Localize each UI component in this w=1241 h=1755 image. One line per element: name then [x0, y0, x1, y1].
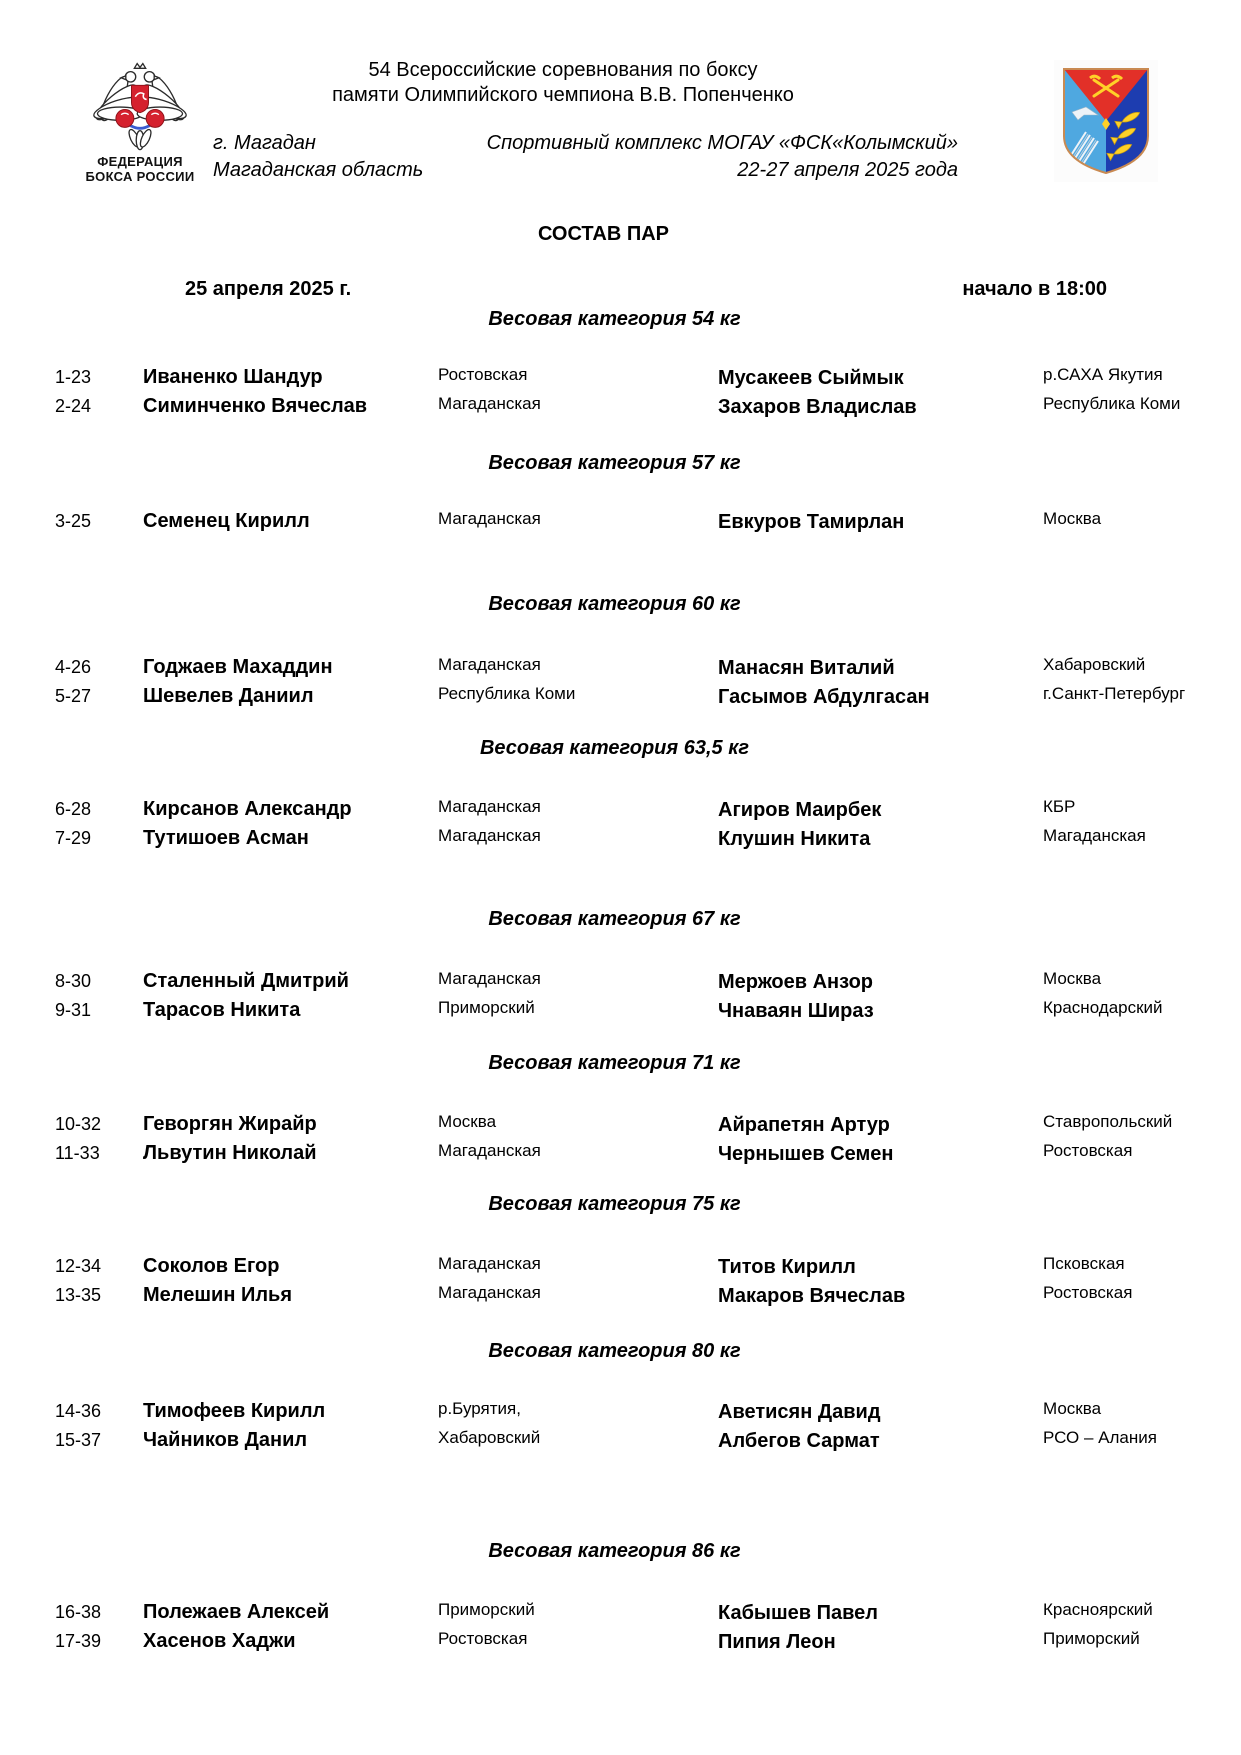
- red-corner-region: Хабаровский: [438, 1428, 541, 1447]
- city: г. Магадан: [213, 132, 316, 154]
- pair-rows: [0, 507, 1241, 536]
- sections: [0, 308, 1241, 1656]
- pair-number: 2-24: [55, 396, 92, 416]
- weight-category-heading: Весовая категория 75 кг: [488, 1193, 741, 1215]
- pair-rows: [0, 1397, 1241, 1455]
- blue-corner-name: Чернышев Семен: [718, 1143, 894, 1165]
- blue-corner-name: Мержоев Анзор: [718, 971, 874, 993]
- blue-corner-name: Манасян Виталий: [718, 657, 895, 679]
- pair-rows: [0, 363, 1241, 421]
- document-header: [0, 0, 1241, 200]
- weight-category-heading: Весовая категория 63,5 кг: [479, 737, 750, 759]
- pair-number: 1-23: [55, 367, 92, 387]
- red-corner-region: Магаданская: [438, 394, 541, 413]
- blue-corner-name: Евкуров Тамирлан: [718, 511, 905, 533]
- red-corner-region: Магаданская: [438, 826, 541, 845]
- pair-number: 10-32: [55, 1114, 102, 1134]
- boxing-federation-eagle-logo: [88, 60, 192, 156]
- red-corner-region: Ростовская: [438, 1629, 528, 1648]
- red-corner-region: Москва: [438, 1112, 497, 1131]
- event-dates: 22-27 апреля 2025 года: [737, 159, 958, 181]
- blue-corner-name: Пипия Леон: [718, 1631, 836, 1653]
- red-corner-name: Львутин Николай: [143, 1142, 317, 1164]
- pair-number: 12-34: [55, 1256, 102, 1276]
- blue-corner-name: Албегов Сармат: [718, 1430, 880, 1452]
- blue-corner-region: Красноярский: [1043, 1600, 1153, 1619]
- pair-number: 5-27: [55, 686, 92, 706]
- weight-section: [0, 452, 1241, 536]
- blue-corner-region: Москва: [1043, 1399, 1102, 1418]
- pair-row: [0, 1426, 1241, 1455]
- red-corner-region: Магаданская: [438, 509, 541, 528]
- pair-row: [0, 392, 1241, 421]
- document-heading: СОСТАВ ПАР: [537, 223, 669, 245]
- red-corner-name: Полежаев Алексей: [143, 1601, 330, 1623]
- pair-number: 11-33: [55, 1143, 100, 1163]
- blue-corner-region: Ростовская: [1043, 1283, 1133, 1302]
- pair-row: [0, 653, 1241, 682]
- red-corner-name: Годжаев Махаддин: [143, 656, 333, 678]
- session-start-time: начало в 18:00: [962, 278, 1107, 300]
- blue-corner-name: Макаров Вячеслав: [718, 1285, 906, 1307]
- weight-category-heading: Весовая категория 86 кг: [488, 1540, 741, 1562]
- pair-rows: [0, 1110, 1241, 1168]
- region: Магаданская область: [213, 159, 424, 181]
- pair-number: 6-28: [55, 799, 92, 819]
- pair-row: [0, 1397, 1241, 1426]
- pair-rows: [0, 967, 1241, 1025]
- pair-row: [0, 1598, 1241, 1627]
- weight-section: [0, 308, 1241, 421]
- blue-corner-region: Москва: [1043, 969, 1102, 988]
- pair-row: [0, 507, 1241, 536]
- pair-rows: [0, 653, 1241, 711]
- weight-section: [0, 908, 1241, 1025]
- red-corner-region: Магаданская: [438, 1254, 541, 1273]
- pair-row: [0, 682, 1241, 711]
- pair-rows: [0, 795, 1241, 853]
- blue-corner-name: Чнаваян Шираз: [718, 1000, 874, 1022]
- federation-caption-line2: БОКСА РОССИИ: [85, 169, 195, 184]
- session-date: 25 апреля 2025 г.: [185, 278, 352, 300]
- venue-block: [487, 130, 958, 184]
- red-corner-name: Кирсанов Александр: [143, 798, 352, 820]
- pair-row: [0, 996, 1241, 1025]
- red-corner-name: Тутишоев Асман: [143, 827, 309, 849]
- pair-number: 9-31: [55, 1000, 92, 1020]
- red-corner-name: Мелешин Илья: [143, 1284, 292, 1306]
- weight-section: [0, 1540, 1241, 1656]
- tournament-title-line1: 54 Всероссийские соревнования по боксу: [368, 59, 758, 81]
- weight-section: [0, 737, 1241, 853]
- pair-row: [0, 967, 1241, 996]
- red-corner-region: Приморский: [438, 1600, 535, 1619]
- pair-row: [0, 363, 1241, 392]
- tournament-title-line2: памяти Олимпийского чемпиона В.В. Попенченко: [332, 84, 794, 106]
- pair-number: 7-29: [55, 828, 92, 848]
- pair-number: 14-36: [55, 1401, 102, 1421]
- red-corner-name: Геворгян Жирайр: [143, 1113, 317, 1135]
- weight-category-heading: Весовая категория 57 кг: [488, 452, 741, 474]
- blue-corner-name: Клушин Никита: [718, 828, 871, 850]
- weight-category-heading: Весовая категория 71 кг: [488, 1052, 741, 1074]
- pair-number: 4-26: [55, 657, 92, 677]
- blue-corner-name: Гасымов Абдулгасан: [718, 686, 930, 708]
- weight-category-heading: Весовая категория 60 кг: [488, 593, 741, 615]
- red-corner-region: Магаданская: [438, 1283, 541, 1302]
- red-corner-name: Симинченко Вячеслав: [143, 395, 368, 417]
- red-corner-name: Сталенный Дмитрий: [143, 970, 349, 992]
- federation-caption: [66, 154, 214, 184]
- blue-corner-name: Мусакеев Сыймык: [718, 367, 904, 389]
- pair-row: [0, 1110, 1241, 1139]
- pair-number: 3-25: [55, 511, 92, 531]
- pair-number: 15-37: [55, 1430, 102, 1450]
- blue-corner-name: Захаров Владислав: [718, 396, 917, 418]
- venue: Спортивный комплекс МОГАУ «ФСК«Колымский»: [486, 132, 958, 154]
- blue-corner-name: Титов Кирилл: [718, 1256, 856, 1278]
- pair-row: [0, 1139, 1241, 1168]
- red-corner-region: Магаданская: [438, 1141, 541, 1160]
- magadan-coat-of-arms: [1054, 60, 1158, 182]
- red-corner-region: Приморский: [438, 998, 535, 1017]
- red-corner-name: Иваненко Шандур: [143, 366, 323, 388]
- red-corner-name: Соколов Егор: [143, 1255, 280, 1277]
- blue-corner-region: Республика Коми: [1043, 394, 1181, 413]
- pair-row: [0, 1252, 1241, 1281]
- pair-row: [0, 795, 1241, 824]
- magadan-coat-of-arms-shield: [1060, 66, 1152, 176]
- federation-caption-line1: ФЕДЕРАЦИЯ: [97, 154, 183, 169]
- blue-corner-region: Ставропольский: [1043, 1112, 1173, 1131]
- blue-corner-name: Кабышев Павел: [718, 1602, 879, 1624]
- blue-corner-region: Приморский: [1043, 1629, 1140, 1648]
- blue-corner-region: Краснодарский: [1043, 998, 1163, 1017]
- red-corner-region: р.Бурятия,: [438, 1399, 521, 1418]
- weight-section: [0, 1340, 1241, 1455]
- blue-corner-region: Ростовская: [1043, 1141, 1133, 1160]
- red-corner-name: Чайников Данил: [143, 1429, 308, 1451]
- pair-number: 8-30: [55, 971, 92, 991]
- weight-section: [0, 593, 1241, 711]
- red-corner-region: Магаданская: [438, 655, 541, 674]
- pair-number: 17-39: [55, 1631, 102, 1651]
- red-corner-region: Ростовская: [438, 365, 528, 384]
- location-block: [213, 130, 423, 184]
- tournament-title: [200, 58, 926, 108]
- red-corner-region: Магаданская: [438, 797, 541, 816]
- blue-corner-name: Аветисян Давид: [718, 1401, 881, 1423]
- weight-section: [0, 1193, 1241, 1310]
- blue-corner-region: РСО – Алания: [1043, 1428, 1157, 1447]
- weight-category-heading: Весовая категория 67 кг: [488, 908, 741, 930]
- blue-corner-region: р.САХА Якутия: [1043, 365, 1163, 384]
- pair-row: [0, 824, 1241, 853]
- blue-corner-name: Айрапетян Артур: [718, 1114, 890, 1136]
- red-corner-name: Тарасов Никита: [143, 999, 301, 1021]
- blue-corner-region: Псковская: [1043, 1254, 1125, 1273]
- blue-corner-region: г.Санкт-Петербург: [1043, 684, 1186, 703]
- red-corner-region: Магаданская: [438, 969, 541, 988]
- pair-number: 16-38: [55, 1602, 102, 1622]
- red-corner-name: Шевелев Даниил: [143, 685, 314, 707]
- pair-number: 13-35: [55, 1285, 102, 1305]
- blue-corner-region: Магаданская: [1043, 826, 1146, 845]
- blue-corner-region: Хабаровский: [1043, 655, 1146, 674]
- pair-row: [0, 1627, 1241, 1656]
- session-info-row: [0, 278, 1241, 300]
- pair-row: [0, 1281, 1241, 1310]
- weight-category-heading: Весовая категория 80 кг: [488, 1340, 741, 1362]
- red-corner-name: Тимофеев Кирилл: [143, 1400, 326, 1422]
- blue-corner-name: Агиров Маирбек: [718, 799, 882, 821]
- weight-section: [0, 1052, 1241, 1168]
- pair-rows: [0, 1598, 1241, 1656]
- red-corner-name: Семенец Кирилл: [143, 510, 310, 532]
- red-corner-name: Хасенов Хаджи: [143, 1630, 296, 1652]
- blue-corner-region: Москва: [1043, 509, 1102, 528]
- pair-rows: [0, 1252, 1241, 1310]
- red-corner-region: Республика Коми: [438, 684, 576, 703]
- weight-category-heading: Весовая категория 54 кг: [488, 308, 741, 330]
- blue-corner-region: КБР: [1043, 797, 1076, 816]
